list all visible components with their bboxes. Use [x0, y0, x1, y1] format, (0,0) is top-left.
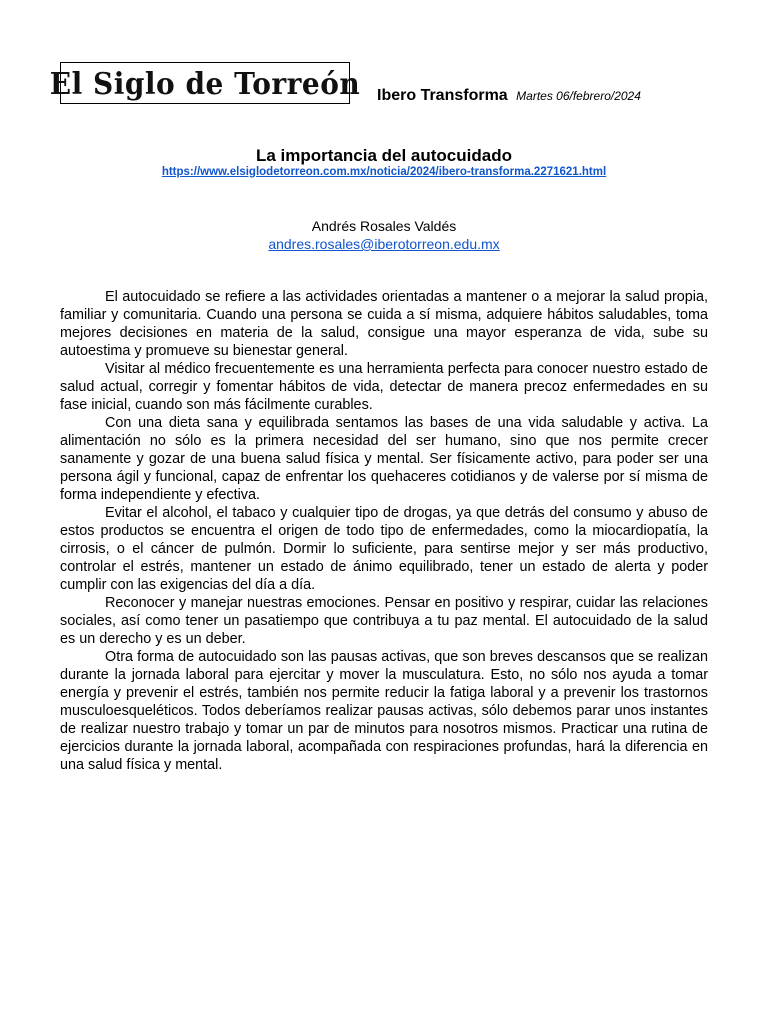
- paragraph: Evitar el alcohol, el tabaco y cualquier tipo de drogas, ya que detrás del consumo y abuso de estos productos se encuentra el origen de todo tipo de enfermedades, como la miocardiopatía, la cirrosis, o el cáncer de pulmón. Dormir lo suficiente, para sentirse mejor y ser más productivo, controlar el estrés, mantener un estado de ánimo equilibrado, tener un estado de alerta y poder cumplir con las exigencias del día a día.: [60, 505, 708, 593]
- paragraph: Con una dieta sana y equilibrada sentamos las bases de una vida saludable y activa. La alimentación no sólo es la primera necesidad del ser humano, sino que nos permite crecer sanamente y gozar de una buena salud física y mental. Ser físicamente activo, para poder ser una persona ágil y funcional, capaz de enfrentar los quehaceres cotidianos y de valerse por sí misma de forma independiente y efectiva.: [60, 415, 708, 503]
- newspaper-logo: [49, 62, 361, 104]
- author-email-link[interactable]: andres.rosales@iberotorreon.edu.mx: [268, 236, 500, 252]
- publication-date: Martes 06/febrero/2024: [516, 89, 641, 103]
- article-body: [60, 288, 708, 774]
- paragraph: Visitar al médico frecuentemente es una herramienta perfecta para conocer nuestro estado de salud actual, corregir y fomentar hábitos de vida, detectar de manera precoz enfermedades en su fase inicial, cuando son más fácilmente curables.: [60, 361, 708, 413]
- section-name: Ibero Transforma: [377, 87, 508, 104]
- newspaper-logo-text: El Siglo de Torreón: [49, 65, 361, 101]
- header-info: [377, 87, 641, 105]
- author-name: Andrés Rosales Valdés: [311, 218, 457, 234]
- paragraph: Reconocer y manejar nuestras emociones. Pensar en positivo y respirar, cuidar las relaciones sociales, así como tener un pasatiempo que contribuya a tu paz mental. El autocuidado de la salud es un derecho y es un deber.: [60, 595, 708, 647]
- article-title: La importancia del autocuidado: [256, 146, 512, 165]
- paragraph: El autocuidado se refiere a las actividades orientadas a mantener o a mejorar la salud propia, familiar y comunitaria. Cuando una persona se cuida a sí misma, adquiere hábitos saludables, toma mejores decisiones en materia de la salud, consigue una mayor esperanza de vida, sube su autoestima y promueve su bienestar general.: [60, 289, 708, 359]
- source-url-link[interactable]: https://www.elsiglodetorreon.com.mx/noticia/2024/ibero-transforma.2271621.html: [161, 166, 607, 178]
- paragraph: Otra forma de autocuidado son las pausas activas, que son breves descansos que se realizan durante la jornada laboral para ejercitar y mover la musculatura. Esto, no sólo nos ayuda a tomar energía y prevenir el estrés, también nos permite reducir la fatiga laboral y a prevenir los trastornos musculoesqueléticos. Todos deberíamos realizar pausas activas, sólo debemos parar unos instantes de realizar nuestro trabajo y tomar un par de minutos para nosotros mismos. Practicar una rutina de ejercicios durante la jornada laboral, acompañada con respiraciones profundas, hará la diferencia en una salud física y mental.: [60, 649, 708, 773]
